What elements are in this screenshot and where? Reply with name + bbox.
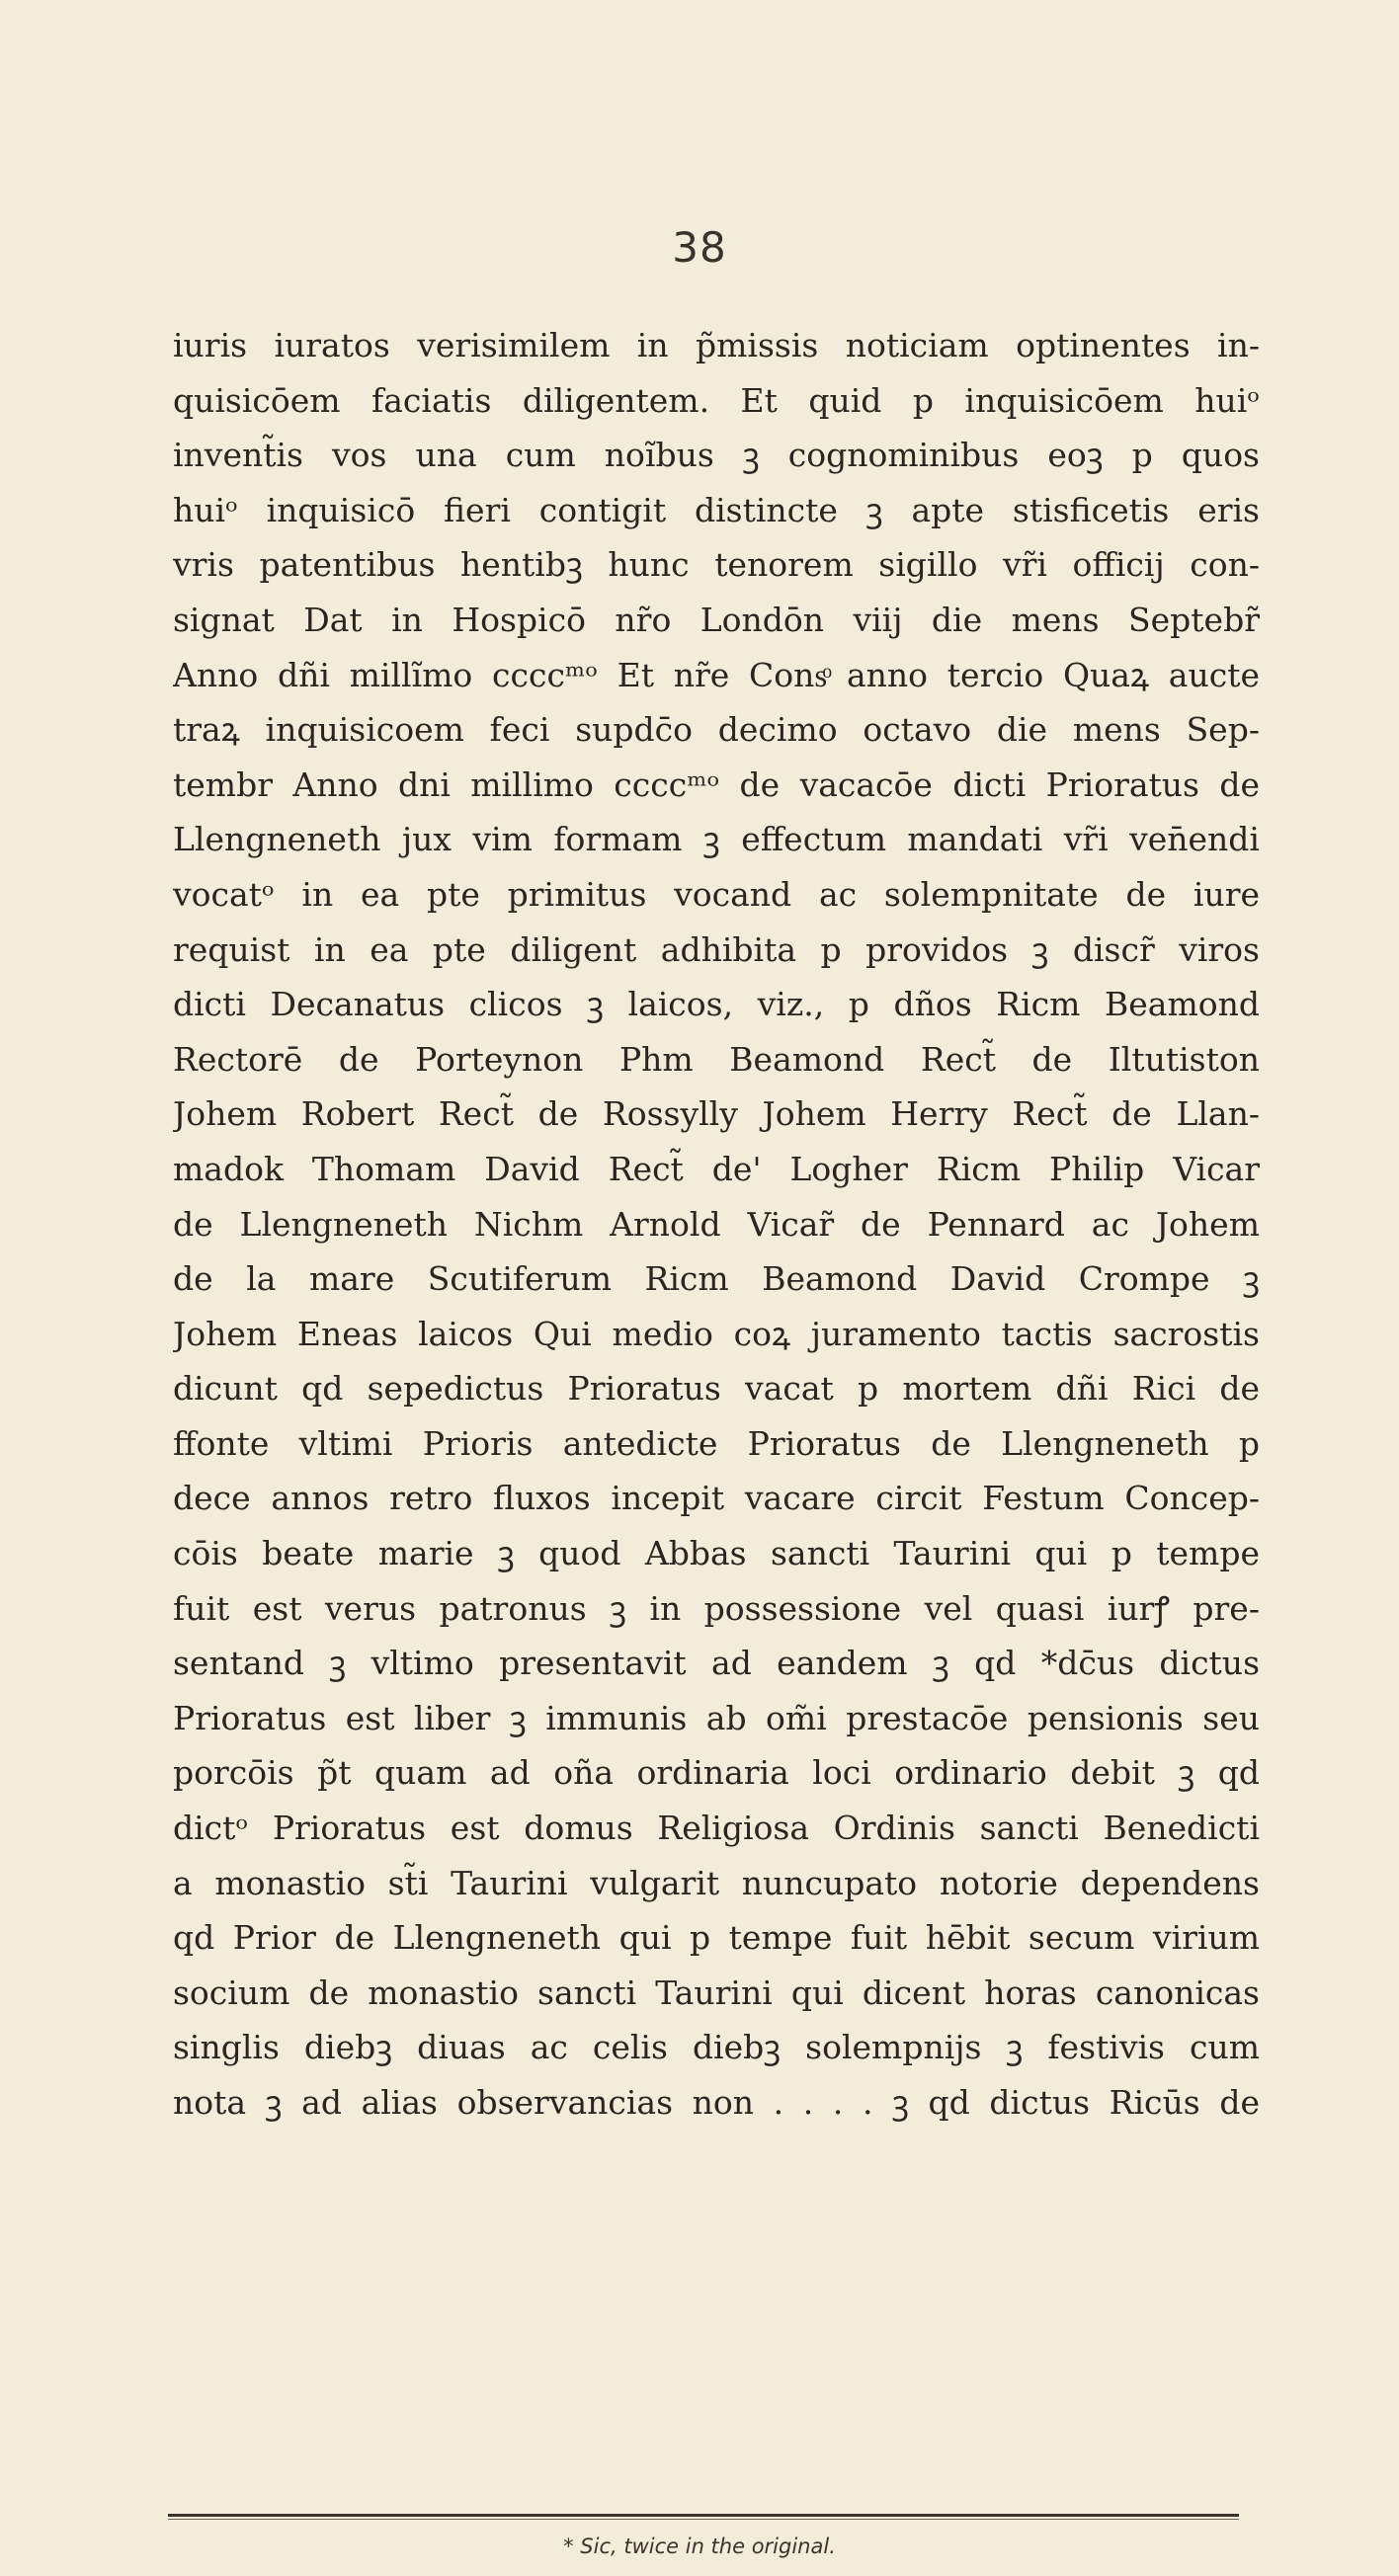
footnote-text: Sic, twice in the original. [580,2535,836,2558]
text-line: iuris iuratos verisimilem in p̃missis noticiam optinentes in- [173,326,1260,364]
text-line: signat Dat in Hospicō nr̃o Londōn viij die mens Septebr̃ [173,600,1260,639]
text-line: dicti Decanatus clicos ꝫ laicos, viz., p dños Ricm Beamond [173,985,1260,1024]
text-line: fuit est verus patronus ꝫ in possessione vel quasi iurꝭ pre- [173,1588,1260,1628]
text-line: Johem Robert Rect̃ de Rossylly Johem Herry Rect̃ de Llan- [173,1094,1260,1134]
text-line: Rectorē de Porteynon Phm Beamond Rect̃ de Iltutiston [173,1039,1260,1079]
text-line: huiᵒ inquisicō fieri contigit distincte ꝫ apte stisficetis eris [173,490,1260,529]
text-line: Johem Eneas laicos Qui medio coꝝ juramento tactis sacrostis [173,1314,1260,1353]
text-line: tembr Anno dni millimo ccccᵐᵒ de vacacōe dicti Prioratus de [173,765,1260,804]
text-line: de Llengneneth Nichm Arnold Vicar̃ de Pennard ac Johem [173,1204,1260,1244]
text-line: singlis diebꝫ diuas ac celis diebꝫ solempnijs ꝫ festivis cum [173,2028,1260,2067]
footnote-rule [168,2514,1239,2517]
text-line: Llengneneth jux vim formam ꝫ effectum mandati vr̃i ven̄endi [173,820,1260,859]
page-number: 38 [672,223,727,272]
text-line: madok Thomam David Rect̃ de' Logher Ricm Philip Vicar [173,1149,1260,1188]
footnote-rule-thin [168,2519,1239,2520]
text-line: invent̃is vos una cum noĩbus ꝫ cognominibus eoꝫ p quos [173,436,1260,475]
text-line: quisicōem faciatis diligentem. Et quid p inquisicōem huiᵒ [173,380,1260,420]
text-line: Anno dñi millĩmo ccccᵐᵒ Et nr̃e Consͦ anno tercio Quaꝝ aucte [173,655,1260,694]
text-line: a monastio st̃i Taurini vulgarit nuncupato notorie dependens [173,1863,1260,1902]
text-line: porcōis p̃t quam ad oña ordinaria loci ordinario debit ꝫ qd [173,1753,1260,1793]
text-line: requist in ea pte diligent adhibita p providos ꝫ discr̃ viros [173,929,1260,969]
text-line: dictᵒ Prioratus est domus Religiosa Ordinis sancti Benedicti [173,1809,1260,1848]
text-line: vocatᵒ in ea pte primitus vocand ac solempnitate de iure [173,874,1260,914]
text-line: socium de monastio sancti Taurini qui dicent horas canonicas [173,1972,1260,2012]
footnote [0,2535,1399,2558]
scan-mark [474,0,488,8]
text-line: nota ꝫ ad alias observancias non . . . . ꝫ qd dictus Ricūs de [173,2083,1260,2122]
text-line: dicunt qd sepedictus Prioratus vacat p mortem dñi Rici de [173,1369,1260,1409]
text-line: sentand ꝫ vltimo presentavit ad eandem ꝫ qd *dc̄us dictus [173,1644,1260,1683]
text-line: traꝝ inquisicoem feci supdc̄o decimo octavo die mens Sep- [173,710,1260,750]
text-line: qd Prior de Llengneneth qui p tempe fuit hēbit secum virium [173,1918,1260,1958]
body-text [173,318,1260,2131]
text-line: cōis beate marie ꝫ quod Abbas sancti Taurini qui p tempe [173,1534,1260,1573]
text-line: ffonte vltimi Prioris antedicte Prioratus de Llengneneth p [173,1423,1260,1463]
text-line: vris patentibus hentibꝫ hunc tenorem sigillo vr̃i officij con- [173,545,1260,585]
text-line: dece annos retro fluxos incepit vacare circit Festum Concep- [173,1479,1260,1518]
footnote-marker: * [563,2535,574,2558]
text-line: de la mare Scutiferum Ricm Beamond David Crompe ꝫ [173,1259,1260,1299]
text-line: Prioratus est liber ꝫ immunis ab om̃i prestacōe pensionis seu [173,1698,1260,1737]
